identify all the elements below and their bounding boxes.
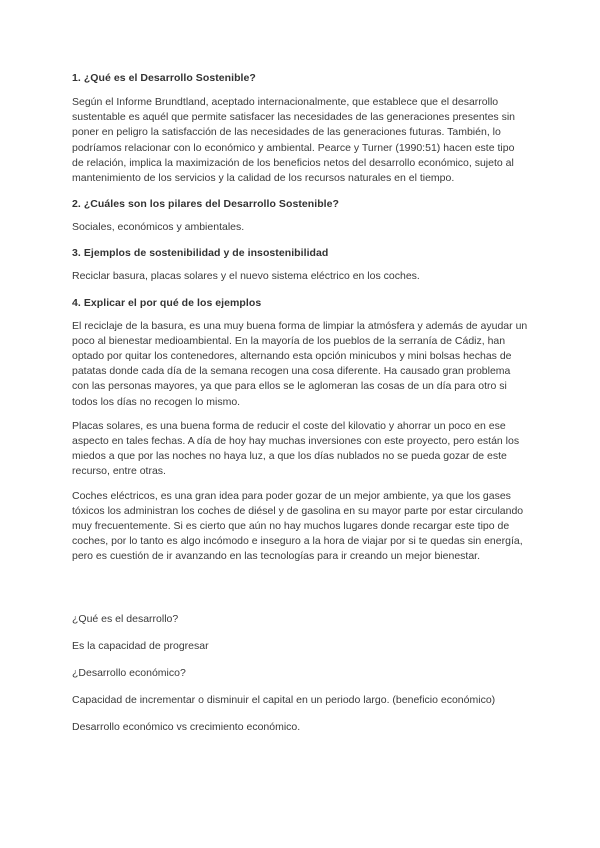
note-line: Capacidad de incrementar o disminuir el capital en un periodo largo. (beneficio económico): [72, 694, 496, 707]
section-4-paragraph-electric-cars: Coches eléctricos, es una gran idea para poder gozar de un mejor ambiente, ya que los gases tóxicos los administran los coches de diésel y de gasolina en su mayor parte por estar circulando muy frecuentemente. Si es cierto que aún no hay muchos lugares donde recargar este tipo de coches, por lo tanto es algo incómodo e inseguro a la hora de viajar por si te quedas sin energía, pero es cuestión de ir avanzando en las tecnologías para ir creando un mejor bienestar.: [72, 489, 524, 563]
section-4-paragraph-recycling: El reciclaje de la basura, es una muy buena forma de limpiar la atmósfera y además de ayudar un poco al bienestar medioambiental. En la mayoría de los pueblos de la serranía de Cádiz, han optado por quitar los contenedores, alternando esta opción minicubos y mini bolsas hechas de patatas donde cada día de la semana recogen una cosa diferente. Ha causado gran problema con las personas mayores, ya que para ellos se le aglomeran las cosas de un día para otro si todos los días no recogen lo mismo.: [72, 319, 528, 408]
section-3-heading: 3. Ejemplos de sostenibilidad y de insostenibilidad: [72, 247, 329, 260]
note-line: ¿Qué es el desarrollo?: [72, 612, 179, 625]
section-3-body: Reciclar basura, placas solares y el nuevo sistema eléctrico en los coches.: [72, 270, 420, 283]
section-1-body: Según el Informe Brundtland, aceptado internacionalmente, que establece que el desarrollo sustentable es aquél que permite satisfacer las necesidades de las generaciones presentes sin poner en peligro la satisfacción de las necesidades de las generaciones futuras. También, lo podríamos relacionar con lo económico y ambiental. Pearce y Turner (1990:51) hacen este tipo de relación, implica la maximización de los beneficios netos del desarrollo económico, sujeto al mantenimiento de los servicios y la calidad de los recursos naturales en el tiempo.: [72, 96, 516, 185]
section-4-paragraph-solar: Placas solares, es una buena forma de reducir el coste del kilovatio y ahorrar un poco en ese aspecto en tales fechas. A día de hoy hay muchas inversiones con este proyecto, pero están los miedos a que por las noches no haya luz, a que los días nublados no se pueda gozar de este recurso, entre otras.: [72, 419, 520, 478]
note-line: ¿Desarrollo económico?: [72, 667, 186, 680]
section-2-body: Sociales, económicos y ambientales.: [72, 221, 245, 234]
note-line: Desarrollo económico vs crecimiento económico.: [72, 721, 301, 734]
section-2-heading: 2. ¿Cuáles son los pilares del Desarrollo Sostenible?: [72, 198, 339, 211]
section-4-heading: 4. Explicar el por qué de los ejemplos: [72, 296, 262, 309]
note-line: Es la capacidad de progresar: [72, 639, 209, 652]
section-1-heading: 1. ¿Qué es el Desarrollo Sostenible?: [72, 72, 256, 84]
notes-section: [72, 612, 528, 736]
